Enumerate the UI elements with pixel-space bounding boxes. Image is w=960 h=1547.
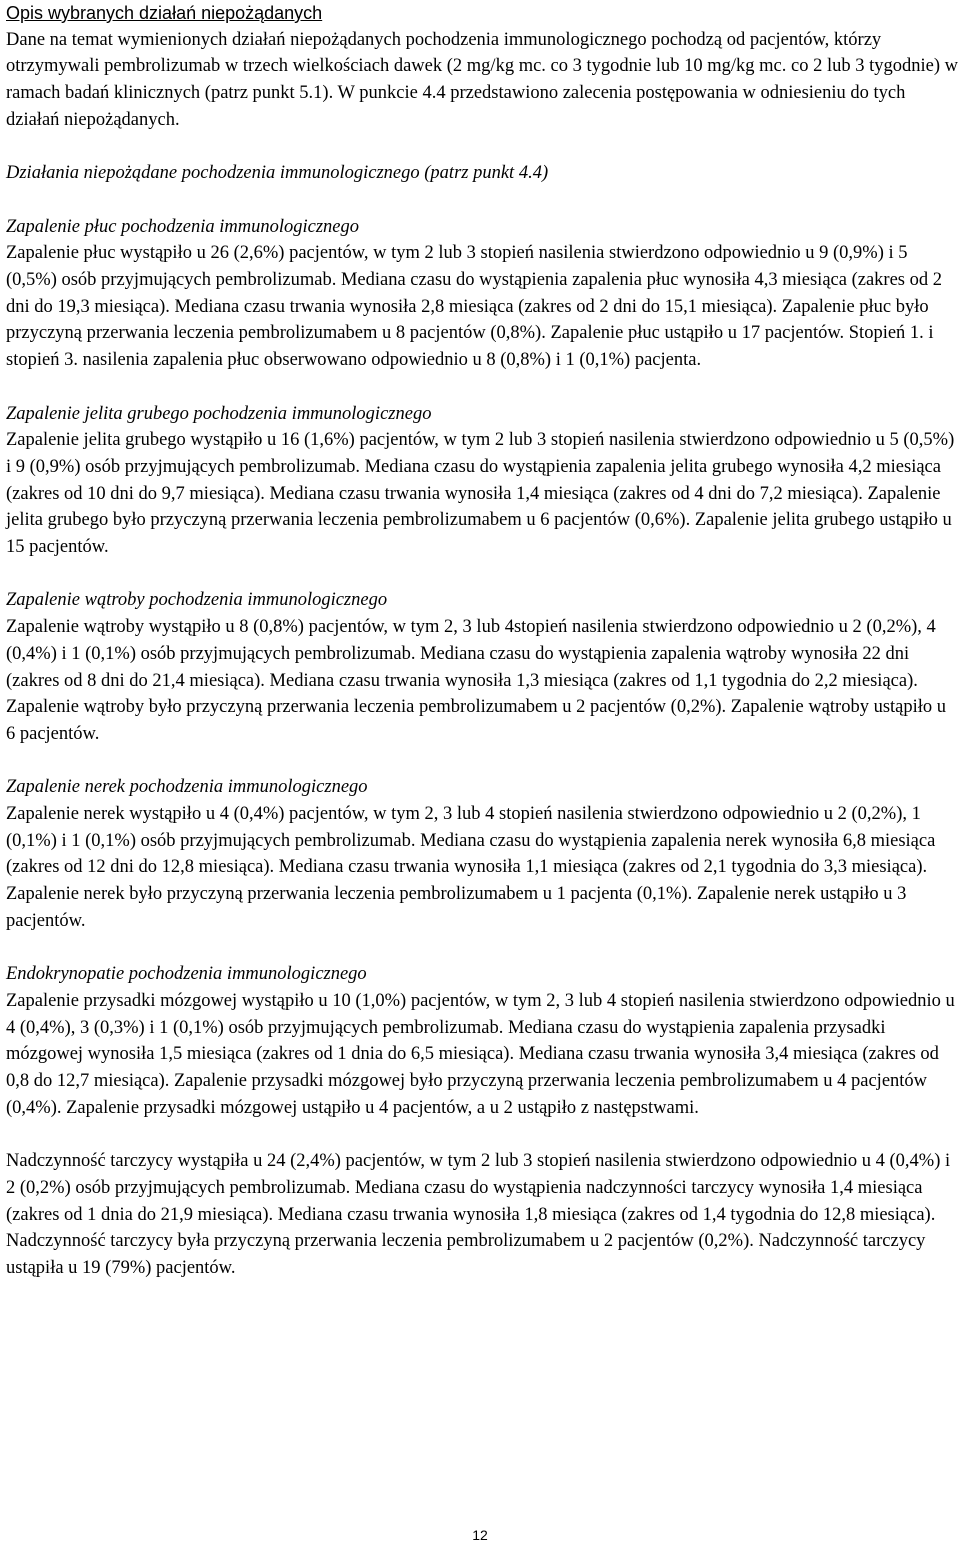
- page-number: 12: [472, 1527, 488, 1543]
- hepatitis-section: [6, 587, 958, 747]
- document-page: [6, 0, 958, 1282]
- section-heading: Opis wybranych działań niepożądanych: [6, 3, 323, 23]
- nephritis-section: [6, 774, 958, 934]
- endocrinopathies-title: Endokrynopatie pochodzenia immunologicznego: [6, 964, 367, 985]
- nephritis-title: Zapalenie nerek pochodzenia immunologicznego: [6, 777, 368, 798]
- pneumonitis-body: Zapalenie płuc wystąpiło u 26 (2,6%) pacjentów, w tym 2 lub 3 stopień nasilenia stwierdzono odpowiednio u 9 (0,9%) i 5 (0,5%) osób przyjmujących pembrolizumab. Mediana czasu do wystąpienia zapalenia płuc wynosiła 4,3 miesiąca (zakres od 2 dni do 19,3 miesiąca). Mediana czasu trwania wynosiła 2,8 miesiąca (zakres od 2 dni do 15,1 miesiąca). Zapalenie płuc było przyczyną przerwania leczenia pembrolizumabem u 8 pacjentów (0,8%). Zapalenie płuc ustąpiło u 17 pacjentów. Stopień 1. i stopień 3. nasilenia zapalenia płuc obserwowano odpowiednio u 8 (0,8%) i 1 (0,1%) pacjenta.: [6, 243, 942, 371]
- intro-paragraph: Dane na temat wymienionych działań niepożądanych pochodzenia immunologicznego pochodzą od pacjentów, którzy otrzymywali pembrolizumab w trzech wielkościach dawek (2 mg/kg mc. co 3 tygodnie lub 10 mg/kg mc. co 2 lub 3 tygodnie) w ramach badań klinicznych (patrz punkt 5.1). W punkcie 4.4 przedstawiono zalecenia postępowania w odniesieniu do tych działań niepożądanych.: [6, 29, 959, 130]
- colitis-section: [6, 401, 958, 561]
- hepatitis-title: Zapalenie wątroby pochodzenia immunologicznego: [6, 590, 388, 611]
- hepatitis-body: Zapalenie wątroby wystąpiło u 8 (0,8%) pacjentów, w tym 2, 3 lub 4stopień nasilenia stwierdzono odpowiednio u 2 (0,2%), 4 (0,4%) i 1 (0,1%) osób przyjmujących pembrolizumab. Mediana czasu do wystąpienia zapalenia wątroby wynosiła 22 dni (zakres od 8 dni do 21,4 miesiąca). Mediana czasu trwania wynosiła 1,3 miesiąca (zakres od 1,1 tygodnia do 2,2 miesiąca). Zapalenie wątroby było przyczyną przerwania leczenia pembrolizumabem u 2 pacjentów (0,2%). Zapalenie wątroby ustąpiło u 6 pacjentów.: [6, 617, 947, 744]
- colitis-title: Zapalenie jelita grubego pochodzenia immunologicznego: [6, 403, 432, 424]
- endocrinopathies-body: Zapalenie przysadki mózgowej wystąpiło u 10 (1,0%) pacjentów, w tym 2, 3 lub 4 stopień nasilenia stwierdzono odpowiednio u 4 (0,4%), 3 (0,3%) i 1 (0,1%) osób przyjmujących pembrolizumab. Mediana czasu do wystąpienia zapalenia przysadki mózgowej wynosiła 1,5 miesiąca (zakres od 1 dnia do 6,5 miesiąca). Mediana czasu trwania wynosiła 3,4 miesiąca (zakres od 0,8 do 12,7 miesiąca). Zapalenie przysadki mózgowej było przyczyną przerwania leczenia pembrolizumabem u 4 pacjentów (0,4%). Zapalenie przysadki mózgowej ustąpiło u 4 pacjentów, a u 2 ustąpiło z następstwami.: [6, 990, 955, 1118]
- spacer: [6, 187, 958, 214]
- spacer: [6, 134, 958, 161]
- subsection-title: Działania niepożądane pochodzenia immunologicznego (patrz punkt 4.4): [6, 163, 549, 184]
- hyperthyroidism-paragraph: Nadczynność tarczycy wystąpiła u 24 (2,4%) pacjentów, w tym 2 lub 3 stopień nasilenia stwierdzono odpowiednio u 4 (0,4%) i 2 (0,2%) osób przyjmujących pembrolizumab. Mediana czasu do wystąpienia nadczynności tarczycy wynosiła 1,4 miesiąca (zakres od 1 dnia do 21,9 miesiąca). Mediana czasu trwania wynosiła 1,8 miesiąca (zakres od 1,4 tygodnia do 12,8 miesiąca). Nadczynność tarczycy była przyczyną przerwania leczenia pembrolizumabem u 2 pacjentów (0,2%). Nadczynność tarczycy ustąpiła u 19 (79%) pacjentów.: [6, 1151, 951, 1278]
- nephritis-body: Zapalenie nerek wystąpiło u 4 (0,4%) pacjentów, w tym 2, 3 lub 4 stopień nasilenia stwierdzono odpowiednio u 2 (0,2%), 1 (0,1%) i 1 (0,1%) osób przyjmujących pembrolizumab. Mediana czasu do wystąpienia zapalenia nerek wynosiła 6,8 miesiąca (zakres od 12 dni do 12,8 miesiąca). Mediana czasu trwania wynosiła 1,1 miesiąca (zakres od 2,1 tygodnia do 3,3 miesiąca). Zapalenie nerek było przyczyną przerwania leczenia pembrolizumabem u 1 pacjenta (0,1%). Zapalenie nerek ustąpiło u 3 pacjentów.: [6, 804, 936, 931]
- endocrinopathies-section: [6, 961, 958, 1121]
- colitis-body: Zapalenie jelita grubego wystąpiło u 16 (1,6%) pacjentów, w tym 2 lub 3 stopień nasilenia stwierdzono odpowiednio u 5 (0,5%) i 9 (0,9%) osób przyjmujących pembrolizumab. Mediana czasu do wystąpienia zapalenia jelita grubego wynosiła 4,2 miesiąca (zakres od 10 dni do 9,7 miesiąca). Mediana czasu trwania wynosiła 1,4 miesiąca (zakres od 4 dni do 7,2 miesiąca). Zapalenie jelita grubego było przyczyną przerwania leczenia pembrolizumabem u 6 pacjentów (0,6%). Zapalenie jelita grubego ustąpiło u 15 pacjentów.: [6, 430, 955, 558]
- pneumonitis-title: Zapalenie płuc pochodzenia immunologicznego: [6, 216, 359, 237]
- pneumonitis-section: [6, 214, 958, 374]
